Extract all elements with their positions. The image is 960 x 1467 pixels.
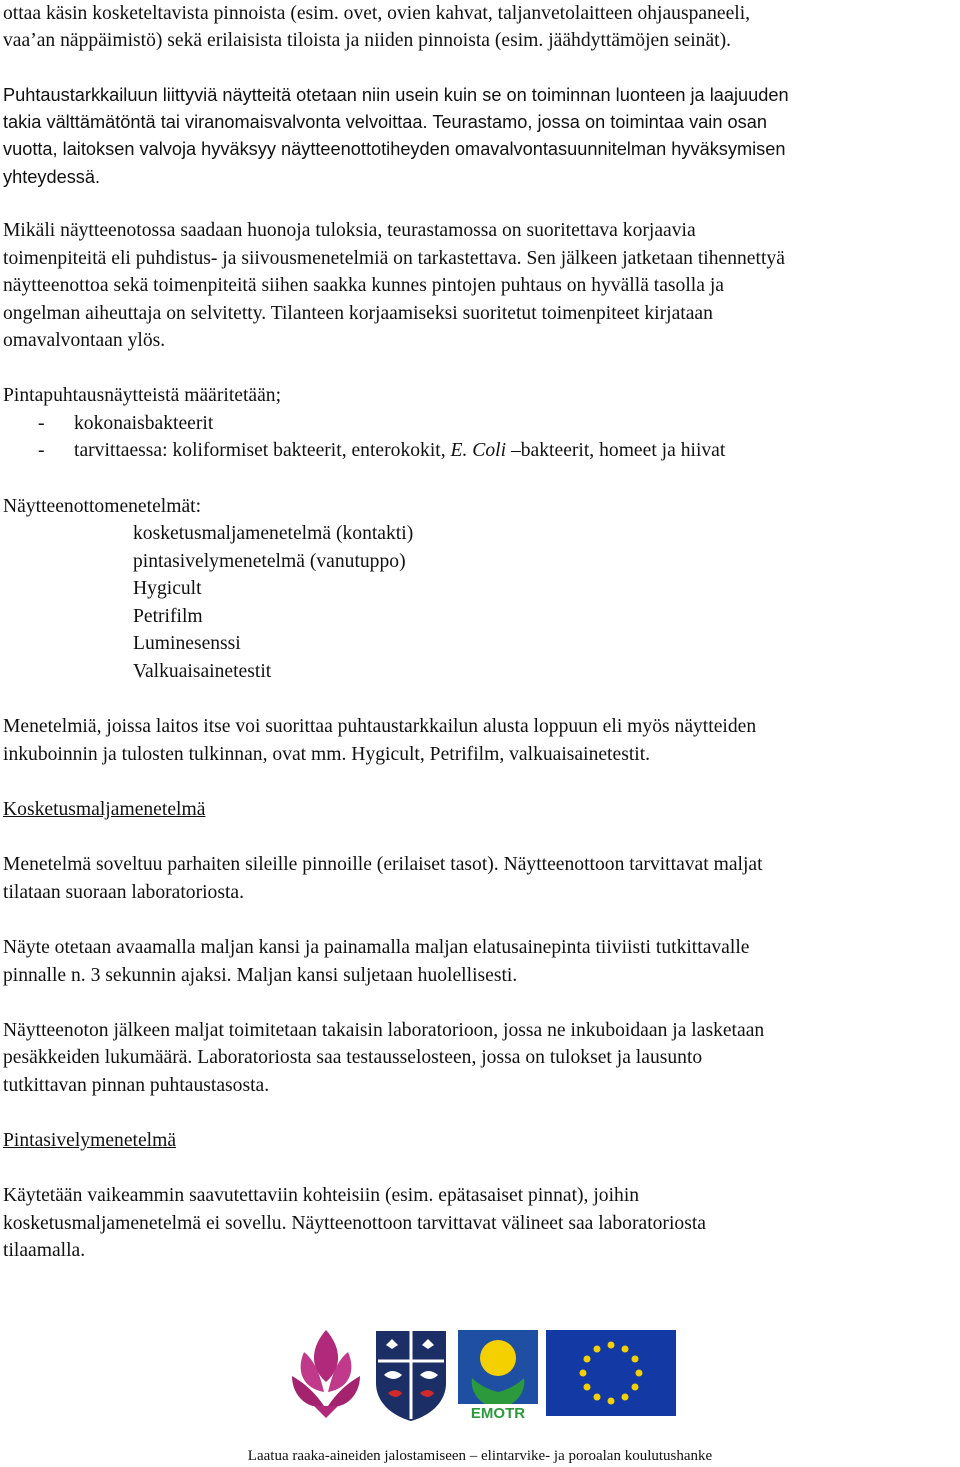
paragraph-7-line-3: tutkittavan pinnan puhtaustasosta. [3,1075,270,1096]
method-item: Petrifilm [133,606,203,627]
paragraph-6-line-2: pinnalle n. 3 sekunnin ajaksi. Maljan kansi suljetaan huolellisesti. [3,965,518,986]
emotr-logo [458,1330,538,1421]
method-item: pintasivelymenetelmä (vanutuppo) [133,551,406,572]
method-item: Valkuaisainetestit [133,661,272,682]
paragraph-6-line-1: Näyte otetaan avaamalla maljan kansi ja painamalla maljan elatusainepinta tiiviisti tutkittavalle [3,937,750,958]
logos-svg [290,1326,680,1421]
paragraph-7-line-1: Näytteenoton jälkeen maljat toimitetaan takaisin laboratorioon, jossa ne inkuboidaan ja lasketaan [3,1020,765,1041]
emotr-label: EMOTR [470,1405,526,1421]
method-item: Hygicult [133,578,202,599]
list-item-2-part-c: –bakteerit, homeet ja hiivat [506,440,726,461]
paragraph-5-line-1: Menetelmä soveltuu parhaiten sileille pinnoille (erilaiset tasot). Näytteenottoon tarvittavat maljat [3,854,763,875]
paragraph-3-line-2: toimenpiteitä eli puhdistus- ja siivousmenetelmiä on tarkastettava. Sen jälkeen jatketaan tihennettyä [3,248,785,269]
paragraph-2-line-2: takia välttämätöntä tai viranomaisvalvonta velvoittaa. Teurastamo, jossa on toimintaa vain osan [3,112,767,132]
list-item-2-part-a: tarvittaessa: koliformiset bakteerit, enterokokit, [74,440,451,461]
heading-kosketusmaljamenetelma: Kosketusmaljamenetelmä [3,799,206,820]
list-dash-1: - [38,413,45,434]
paragraph-8-line-3: tilaamalla. [3,1240,86,1261]
paragraph-8-line-1: Käytetään vaikeammin saavutettaviin kohteisiin (esim. epätasaiset pinnat), joihin [3,1185,640,1206]
list-dash-2: - [38,440,45,461]
paragraph-2-line-3: vuotta, laitoksen valvoja hyväksyy näytteenottotiheyden omavalvontasuunnitelman hyväksymisen [3,139,786,159]
methods-title: Näytteenottomenetelmät: [3,496,202,517]
paragraph-2-line-4: yhteydessä. [3,167,101,187]
lotus-logo [292,1330,360,1418]
paragraph-4-line-1: Menetelmiä, joissa laitos itse voi suorittaa puhtaustarkkailun alusta loppuun eli myös näytteiden [3,716,757,737]
eu-flag-logo [546,1330,676,1416]
paragraph-1-line-1: ottaa käsin kosketeltavista pinnoista (esim. ovet, ovien kahvat, taljanvetolaitteen ohjauspaneeli, [3,3,751,24]
list-intro: Pintapuhtausnäytteistä määritetään; [3,385,282,406]
paragraph-3-line-1: Mikäli näytteenotossa saadaan huonoja tuloksia, teurastamossa on suoritettava korjaavia [3,220,696,241]
footer-text: Laatua raaka-aineiden jalostamiseen – elintarvike- ja poroalan koulutushanke [247,1448,713,1464]
sponsor-logos [290,1326,680,1421]
paragraph-8-line-2: kosketusmaljamenetelmä ei sovellu. Näytteenottoon tarvittavat välineet saa laboratoriosta [3,1213,706,1234]
list-item-2-italic: E. Coli [450,440,507,461]
paragraph-1-line-2: vaa’an näppäimistö) sekä erilaisista tiloista ja niiden pinnoista (esim. jäähdyttämöjen seinät). [3,30,732,51]
paragraph-3-line-5: omavalvontaan ylös. [3,330,166,351]
paragraph-5-line-2: tilataan suoraan laboratoriosta. [3,882,245,903]
method-item: Luminesenssi [133,633,241,654]
heading-pintasivelymenetelma: Pintasivelymenetelmä [3,1130,177,1151]
coat-of-arms-logo [376,1331,446,1421]
paragraph-3-line-3: näytteenottoa sekä toimenpiteitä siihen saakka kunnes pintojen puhtaus on hyvällä tasolla ja [3,275,724,296]
paragraph-7-line-2: pesäkkeiden lukumäärä. Laboratoriosta saa testausselosteen, jossa on tulokset ja lausunto [3,1047,703,1068]
list-item-2 [74,437,725,465]
list-item-1: kokonaisbakteerit [74,413,214,434]
method-item: kosketusmaljamenetelmä (kontakti) [133,523,414,544]
paragraph-3-line-4: ongelman aiheuttaja on selvitetty. Tilanteen korjaamiseksi suoritetut toimenpiteet kirjataan [3,303,713,324]
paragraph-2-line-1: Puhtaustarkkailuun liittyviä näytteitä otetaan niin usein kuin se on toiminnan luonteen ja laajuuden [3,85,789,105]
paragraph-4-line-2: inkuboinnin ja tulosten tulkinnan, ovat mm. Hygicult, Petrifilm, valkuaisainetestit. [3,744,651,765]
